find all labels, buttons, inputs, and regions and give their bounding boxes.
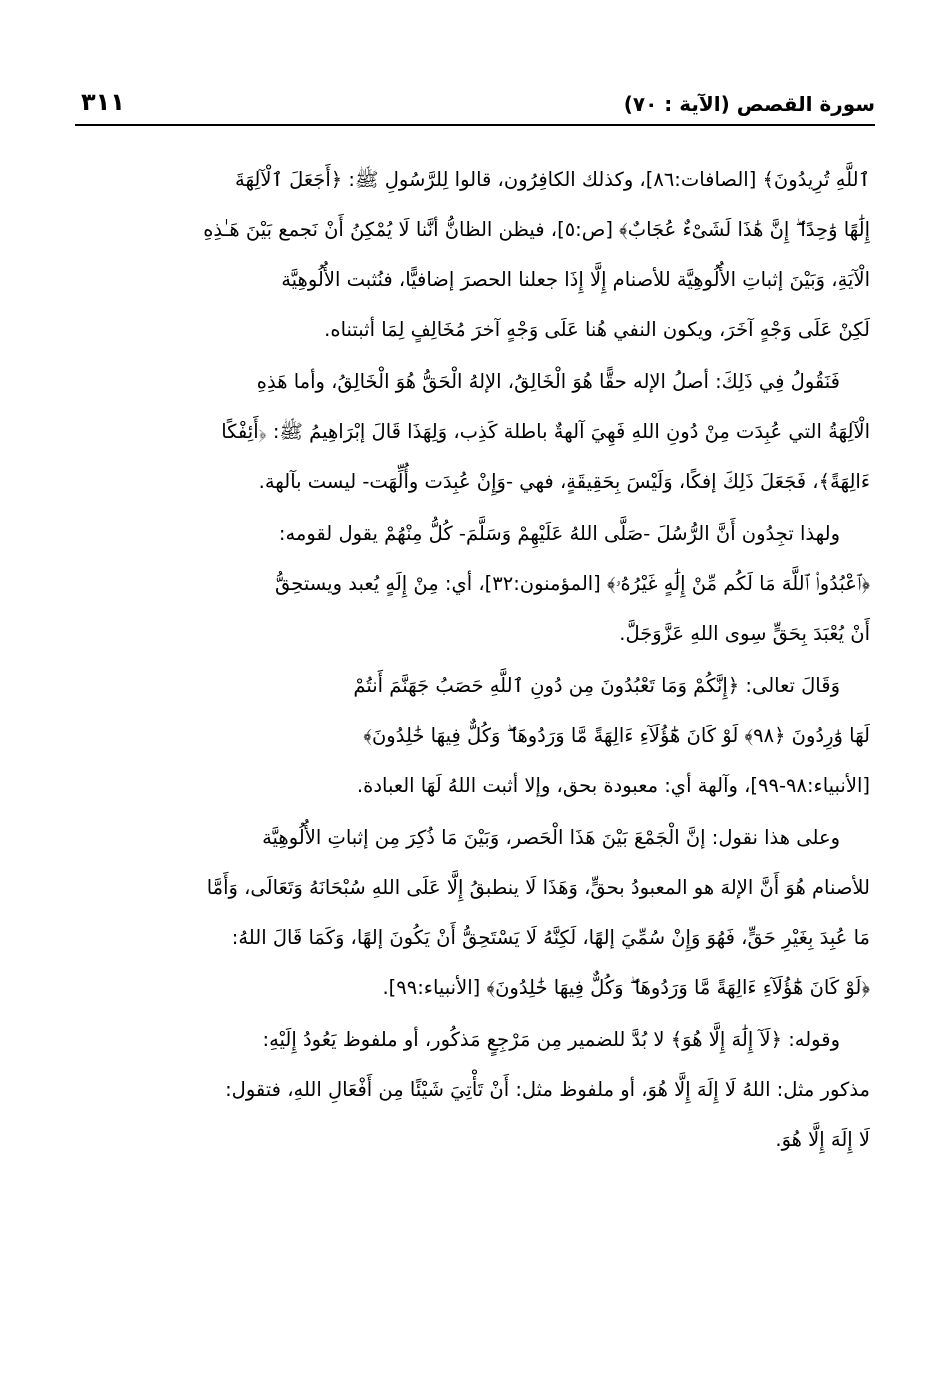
text-line: فَنَقُولُ فِي ذَلِكَ: أصلُ الإله حقًّا هُوَ الْخَالِقُ، الإلهُ الْحَقُّ هُوَ الْخَالِقُ، وأما هَذِهِ	[256, 370, 840, 393]
text-line: ٱللَّهِ تُرِيدُونَ﴾ [الصافات:٨٦]، وكذلك الكافِرُون، قالوا لِلرَّسُولِ ﷺ: ﴿أَجَعَلَ ٱلْآلِهَةَ	[234, 168, 870, 191]
text-line: لَكِنْ عَلَى وَجْهٍ آخَرَ، ويكون النفي هُنا عَلَى وَجْهٍ آخرَ مُخَالِفٍ لِمَا أثبتناه.	[324, 318, 870, 341]
header-rule	[75, 124, 875, 126]
text-line: ولهذا تجِدُون أَنَّ الرُّسُلَ -صَلَّى اللهُ عَلَيْهِمْ وَسَلَّمَ- كُلُّ مِنْهُمْ يقول لقومه:	[278, 522, 840, 545]
text-line: ءَالِهَةً﴾، فَجَعَلَ ذَلِكَ إفكًا، وَلَيْسَ بِحَقِيقَةٍ، فهي -وَإِنْ عُبِدَت وأُلِّهَت- ليست بآلهة.	[258, 470, 870, 493]
text-line: وقوله: ﴿لَآ إِلَٰهَ إِلَّا هُوَ﴾ لا بُدَّ للضمير مِن مَرْجِعٍ مَذكُور، أو ملفوظ يَعُودُ إِلَيْهِ:	[262, 1028, 840, 1051]
text-line: مَا عُبِدَ بِغَيْرِ حَقٍّ، فَهُوَ وَإِنْ سُمِّيَ إلهًا، لَكِنَّهُ لَا يَسْتَحِقُّ أَنْ يَكُونَ إلهًا، وَكَمَا قَالَ اللهُ:	[231, 926, 870, 949]
text-line: وعلى هذا نقول: إنَّ الْجَمْعَ بَيْنَ هَذَا الْحَصر، وَبَيْنَ مَا ذُكِرَ مِن إثباتِ الأُلُوهِيَّة	[262, 826, 840, 849]
text-line: أَنْ يُعْبَدَ بِحَقٍّ سِوى اللهِ عَزَّوَجَلَّ.	[619, 622, 870, 645]
text-line: لَهَا وَٰرِدُونَ ﴿٩٨﴾ لَوْ كَانَ هَٰٓؤُلَآءِ ءَالِهَةً مَّا وَرَدُوهَا ۖ وَكُلٌّ فِيهَا خَٰلِدُونَ﴾	[363, 724, 870, 747]
paragraph	[78, 661, 870, 811]
text-line: مذكور مثل: اللهُ لَا إِلَهَ إِلَّا هُوَ، أو ملفوظ مثل: أَنْ تَأْتِيَ شَيْئًا مِن أَفْعَالِ اللهِ، فتقول:	[225, 1078, 870, 1101]
text-line: الْآيَةِ، وَبَيْنَ إثباتِ الأُلُوهِيَّة للأصنام إِلَّا إِذَا جعلنا الحصرَ إضافيًّا، فنُثبت الأُلُوهِيَّة	[281, 268, 870, 291]
text-line: الْآلِهَةُ التي عُبِدَت مِنْ دُونِ اللهِ فَهِيَ آلهةٌ باطلة كَذِب، وَلِهَذَا قَالَ إبْرَاهِيمُ ﷺ: ﴿أَئِفْكًا	[221, 420, 870, 443]
paragraph	[78, 357, 870, 507]
running-header	[75, 88, 875, 124]
text-line: وَقَالَ تعالى: ﴿إِنَّكُمْ وَمَا تَعْبُدُونَ مِن دُونِ ٱللَّهِ حَصَبُ جَهَنَّمَ أَنتُمْ	[353, 674, 840, 697]
paragraph	[78, 1015, 870, 1165]
text-line: ﴿ٱعْبُدُوا۟ ٱللَّهَ مَا لَكُم مِّنْ إِلَٰهٍ غَيْرُهُۥ﴾ [المؤمنون:٣٢]، أي: مِنْ إِلَهٍ يُعبد ويستحِقُّ	[275, 572, 870, 595]
text-line: لَا إِلَهَ إِلَّا هُوَ.	[775, 1128, 870, 1151]
page-number: ٣١١	[81, 88, 125, 116]
text-line: إِلَٰهًا وَٰحِدًا ۖ إِنَّ هَٰذَا لَشَىْءٌ عُجَابٌ﴾ [ص:٥]، فيظن الظانُّ أنَّنا لَا يُمْكِنُ أَنْ نَجمع بَيْنَ هَـٰذِهِ	[203, 218, 870, 241]
text-line: للأصنام هُوَ أَنَّ الإلهَ هو المعبودُ بحقٍّ، وَهَذَا لَا ينطبقُ إِلَّا عَلَى اللهِ سُبْحَانَهُ وَتَعَالَى، وَأَمَّا	[206, 876, 870, 899]
paragraph	[78, 155, 870, 355]
paragraph	[78, 813, 870, 1013]
text-line: [الأنبياء:٩٨-٩٩]، وآلهة أي: معبودة بحق، وإلا أثبت اللهُ لَهَا العبادة.	[356, 774, 870, 797]
page-body	[78, 155, 870, 1167]
surah-title: سورة القصص (الآية : ٧٠)	[623, 92, 875, 116]
text-line: ﴿لَوْ كَانَ هَٰٓؤُلَآءِ ءَالِهَةً مَّا وَرَدُوهَا ۖ وَكُلٌّ فِيهَا خَٰلِدُونَ﴾ [الأنبياء:٩٩].	[382, 976, 870, 999]
paragraph	[78, 509, 870, 659]
